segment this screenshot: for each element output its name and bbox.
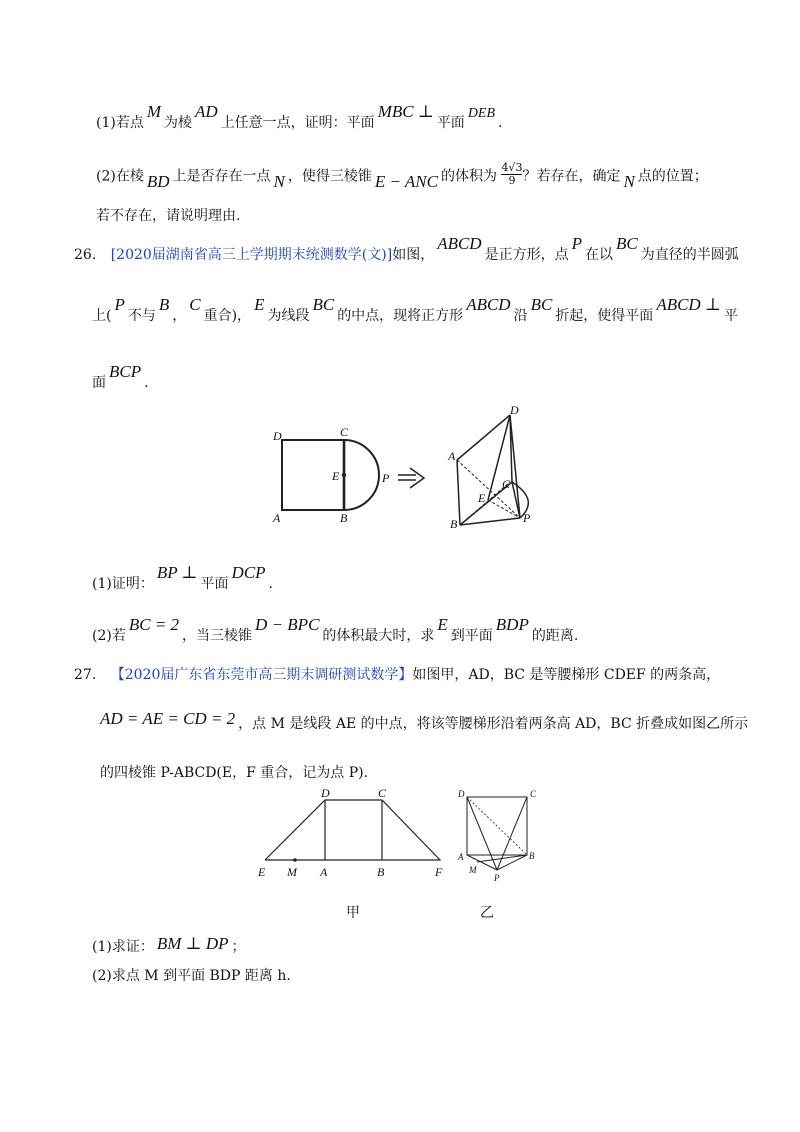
- q27-part2: (2)求点 M 到平面 BDP 距离 h.: [92, 968, 291, 984]
- label-d: D: [273, 429, 282, 443]
- label-b2: B: [450, 517, 458, 531]
- folded-solid: [457, 415, 528, 525]
- label-p2: P: [494, 873, 500, 883]
- label-c2: C: [530, 789, 537, 799]
- q27-line3: 的四棱锥 P-ABCD(E，F 重合，记为点 P).: [100, 765, 369, 781]
- q26-line1: 26. [2020届湖南省高三上学期期末统测数学(文)]如图，ABCD是正方形，点P在以BC为直径的半圆弧: [74, 234, 739, 263]
- q26-part1: (1)证明：BP ⊥平面DCP.: [92, 563, 273, 592]
- label-a: A: [273, 511, 281, 525]
- label-m: M: [287, 865, 297, 879]
- label-m2: M: [469, 865, 477, 875]
- q27-source: 【2020届广东省东莞市高三期末调研测试数学】: [110, 667, 413, 683]
- label-c: C: [340, 425, 349, 439]
- label-a: A: [320, 865, 328, 879]
- q27-line2: AD = AE = CD = 2 ，点 M 是线段 AE 的中点，将该等腰梯形沿着两条高 AD，BC 折叠成如图乙所示: [100, 709, 749, 732]
- caption-yi: 乙: [480, 905, 494, 921]
- label-p2: P: [523, 511, 531, 525]
- q26-part2: (2)若BC = 2，当三棱锥D − BPC的体积最大时，求E到平面BDP的距离.: [92, 615, 579, 644]
- label-b: B: [377, 865, 385, 879]
- label-e: E: [258, 865, 266, 879]
- label-d2: D: [458, 789, 465, 799]
- label-c: C: [378, 786, 387, 800]
- q25-part1: (1)若点M为棱AD上任意一点，证明：平面MBC ⊥平面DEB.: [96, 102, 503, 131]
- volume-fraction: $\frac{4√3}{9}$: [501, 161, 523, 187]
- q26-figure: [270, 400, 560, 540]
- q25-part2-cont: 若不存在，请说明理由.: [96, 208, 241, 224]
- q26-line3: 面BCP.: [92, 362, 149, 391]
- label-b: B: [340, 511, 348, 525]
- q27-part1: (1)求证： BM ⊥ DP ；: [92, 934, 246, 955]
- point-m: [293, 858, 297, 862]
- label-d: D: [321, 786, 330, 800]
- point-e: [342, 473, 346, 477]
- label-a2: A: [448, 449, 456, 463]
- label-b2: B: [529, 851, 535, 861]
- label-d2: D: [510, 403, 519, 417]
- q26-source: [2020届湖南省高三上学期期末统测数学(文)]: [110, 247, 393, 263]
- hidden-edges: [457, 460, 520, 525]
- q27-figure-jia: [255, 785, 455, 880]
- caption-jia: 甲: [346, 905, 360, 921]
- label-a2: A: [458, 852, 464, 862]
- q25-part2: (2)在棱 BD 上是否存在一点 N ，使得三棱锥 E − ANC 的体积为 $\frac{4√3}{9}$ ？若存在，确定 N 点的位置；: [96, 161, 708, 191]
- label-e: E: [332, 469, 340, 483]
- label-e2: E: [478, 491, 486, 505]
- label-c2: C: [502, 477, 511, 491]
- semicircle-arc: [344, 440, 379, 510]
- label-f: F: [435, 865, 443, 879]
- trapezoid-cdef: [265, 800, 440, 860]
- q27-line1: 27. 【2020届广东省东莞市高三期末调研测试数学】如图甲，AD，BC 是等腰梯形 CDEF 的两条高，: [74, 667, 721, 683]
- q27-figure-yi: [455, 785, 550, 885]
- fold-arrow: [398, 468, 424, 488]
- label-p: P: [382, 471, 390, 485]
- q26-line2: 上(P不与B，C重合)，E为线段BC的中点，现将正方形ABCD沿BC折起，使得平面ABCD ⊥平: [92, 295, 738, 324]
